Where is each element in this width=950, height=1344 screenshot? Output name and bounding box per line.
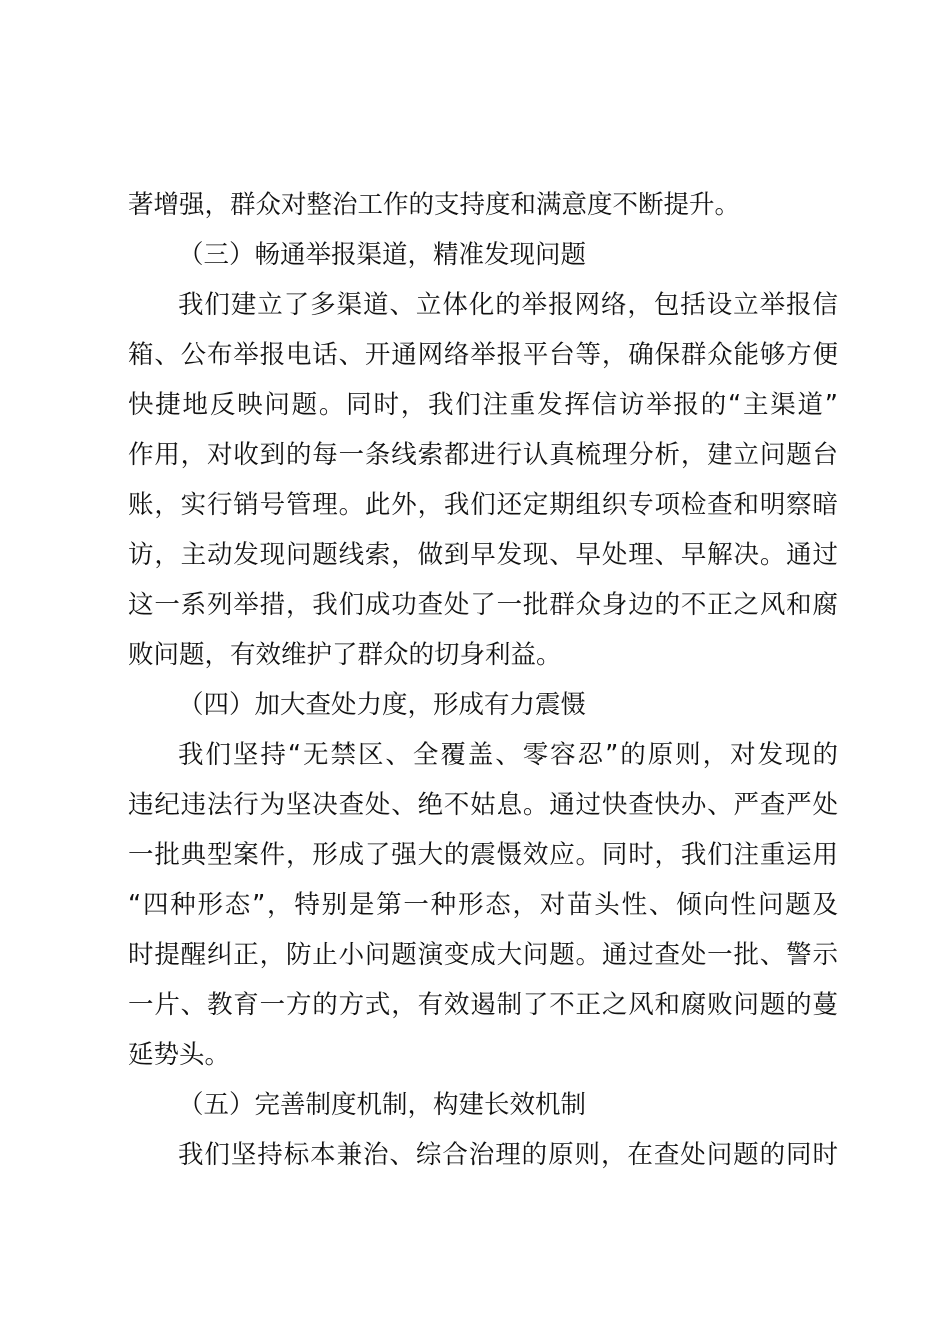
paragraph-line: 我们坚持标本兼治、综合治理的原则，在查处问题的同时 — [178, 1140, 838, 1170]
paragraph-line: 一批典型案件，形成了强大的震慑效应。同时，我们注重运用 — [128, 840, 838, 870]
paragraph-line: 箱、公布举报电话、开通网络举报平台等，确保群众能够方便 — [128, 340, 838, 370]
section-heading: （五）完善制度机制，构建长效机制 — [178, 1090, 587, 1120]
paragraph-line: 败问题，有效维护了群众的切身利益。 — [128, 640, 562, 670]
paragraph-line: 这一系列举措，我们成功查处了一批群众身边的不正之风和腐 — [128, 590, 838, 620]
paragraph-line: 作用，对收到的每一条线索都进行认真梳理分析，建立问题台 — [128, 440, 838, 470]
paragraph-line: 账，实行销号管理。此外，我们还定期组织专项检查和明察暗 — [128, 490, 838, 520]
paragraph-line: 时提醒纠正，防止小问题演变成大问题。通过查处一批、警示 — [128, 940, 838, 970]
paragraph-line: 延势头。 — [128, 1040, 231, 1070]
paragraph-line: 快捷地反映问题。同时，我们注重发挥信访举报的“主渠道” — [128, 390, 838, 420]
section-heading: （三）畅通举报渠道，精准发现问题 — [178, 240, 587, 270]
paragraph-line: 我们坚持“无禁区、全覆盖、零容忍”的原则，对发现的 — [178, 740, 838, 770]
paragraph-line: 我们建立了多渠道、立体化的举报网络，包括设立举报信 — [178, 290, 838, 320]
paragraph-line: 一片、教育一方的方式，有效遏制了不正之风和腐败问题的蔓 — [128, 990, 838, 1020]
paragraph-line: “四种形态”，特别是第一种形态，对苗头性、倾向性问题及 — [128, 890, 838, 920]
paragraph-line: 访，主动发现问题线索，做到早发现、早处理、早解决。通过 — [128, 540, 838, 570]
paragraph-line: 违纪违法行为坚决查处、绝不姑息。通过快查快办、严查严处 — [128, 790, 838, 820]
paragraph-line: 著增强，群众对整治工作的支持度和满意度不断提升。 — [128, 190, 741, 220]
section-heading: （四）加大查处力度，形成有力震慑 — [178, 690, 587, 720]
